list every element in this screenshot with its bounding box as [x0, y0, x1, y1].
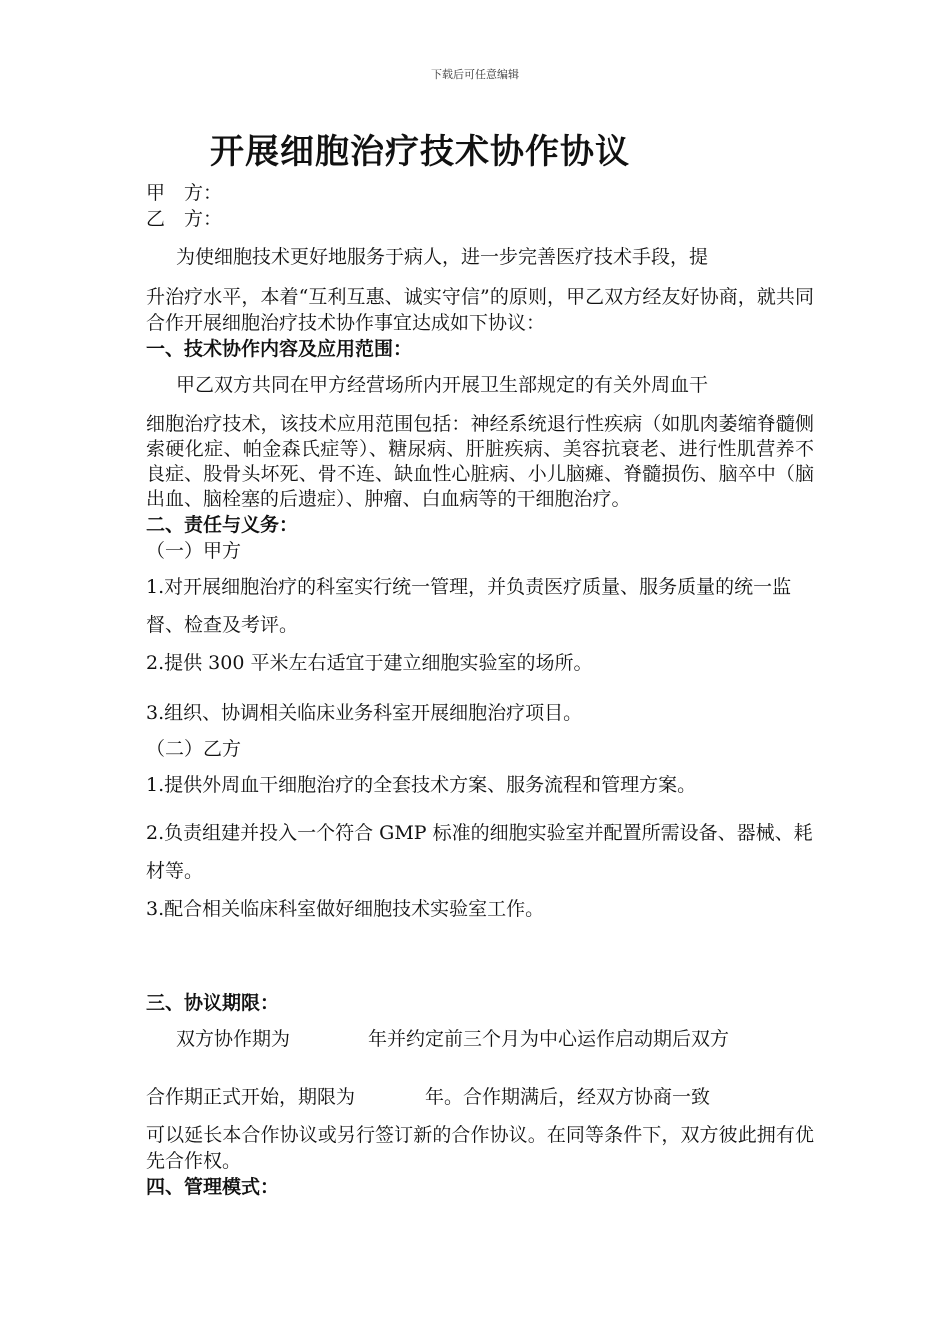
section3-line2-a: 合作期正式开始，期限为 — [146, 1086, 356, 1108]
section2-a-item1: 1.对开展细胞治疗的科室实行统一管理，并负责医疗质量、服务质量的统一监督、检查及考评。 — [146, 576, 792, 636]
section3-paragraph — [146, 1026, 814, 1174]
section3-heading: 三、协议期限： — [146, 992, 280, 1014]
section1-rest: 细胞治疗技术，该技术应用范围包括：神经系统退行性疾病（如肌肉萎缩脊髓侧索硬化症、帕金森氏症等）、糖尿病、肝脏疾病、美容抗衰老、进行性肌营养不良症、股骨头坏死、骨不连、缺血性心脏病、小儿脑瘫、脊髓损伤、脑卒中（脑出血、脑栓塞的后遗症）、肿瘤、白血病等的干细胞治疗。 — [146, 413, 814, 510]
intro-line1: 为使细胞技术更好地服务于病人，进一步完善医疗技术手段，提 — [176, 246, 709, 268]
section3-line1 — [146, 1026, 814, 1052]
intro-rest: 升治疗水平，本着“互利互惠、诚实守信”的原则，甲乙双方经友好协商，就共同合作开展细胞治疗技术协作事宜达成如下协议： — [146, 286, 814, 334]
section2-heading: 二、责任与义务： — [146, 514, 299, 536]
party-a-line: 甲 方： — [146, 182, 223, 204]
party-b-line: 乙 方： — [146, 208, 223, 230]
section3-line1-a: 双方协作期为 — [176, 1028, 291, 1050]
document-body — [146, 126, 814, 1200]
page-header-note: 下载后可任意编辑 — [431, 68, 519, 81]
section2-a-item2: 2.提供 300 平米左右适宜于建立细胞实验室的场所。 — [146, 652, 593, 674]
section3-line1-b: 年并约定前三个月为中心运作启动期后双方 — [368, 1028, 730, 1050]
section4-heading: 四、管理模式： — [146, 1176, 280, 1198]
document-title: 开展细胞治疗技术协作协议 — [210, 132, 630, 172]
section2-b-item2: 2.负责组建并投入一个符合 GMP 标准的细胞实验室并配置所需设备、器械、耗材等。 — [146, 822, 813, 882]
section3-rest: 可以延长本合作协议或另行签订新的合作协议。在同等条件下，双方彼此拥有优先合作权。 — [146, 1124, 814, 1172]
section3-line2 — [146, 1084, 814, 1110]
section1-line1: 甲乙双方共同在甲方经营场所内开展卫生部规定的有关外周血干 — [176, 374, 709, 396]
section3-line2-b: 年。合作期满后，经双方协商一致 — [425, 1086, 711, 1108]
section2-b-item3: 3.配合相关临床科室做好细胞技术实验室工作。 — [146, 898, 545, 920]
section2-party-a-label: （一）甲方 — [146, 540, 242, 562]
section1-paragraph — [146, 372, 814, 512]
section1-heading: 一、技术协作内容及应用范围： — [146, 338, 413, 360]
intro-paragraph — [146, 244, 814, 336]
section2-b-item1: 1.提供外周血干细胞治疗的全套技术方案、服务流程和管理方案。 — [146, 774, 697, 796]
section2-party-b-label: （二）乙方 — [146, 738, 242, 760]
section2-a-item3: 3.组织、协调相关临床业务科室开展细胞治疗项目。 — [146, 702, 583, 724]
